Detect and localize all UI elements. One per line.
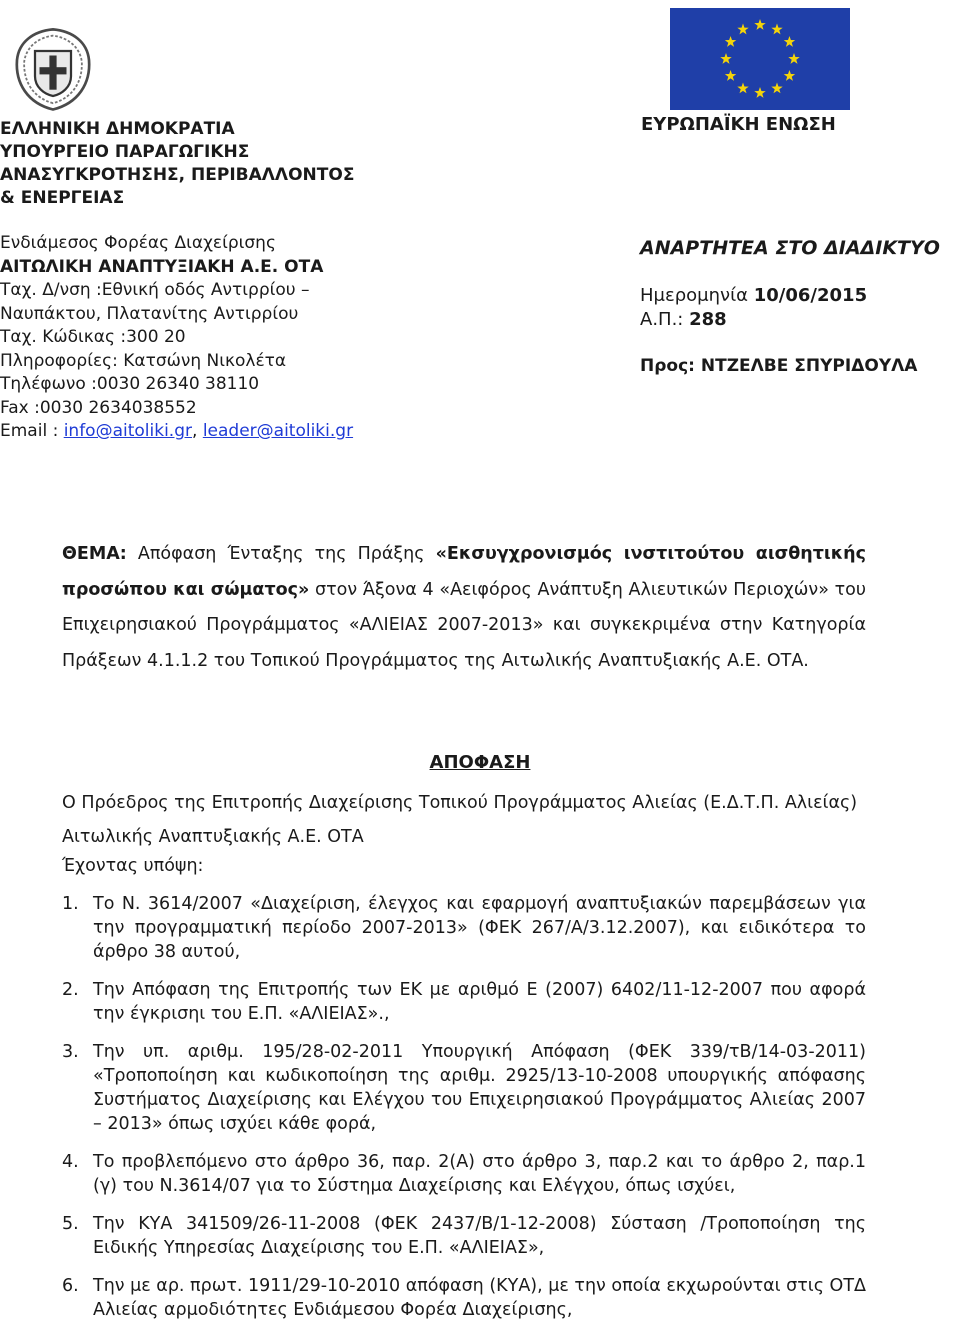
sender-info — [0, 232, 520, 444]
ministry-line: & ΕΝΕΡΓΕΙΑΣ — [0, 188, 125, 208]
postcode: Ταχ. Κώδικας :300 20 — [0, 327, 186, 347]
list-item — [62, 892, 866, 964]
item-number: 6. — [62, 1276, 79, 1296]
recipient: Προς: ΝΤΖΕΛΒΕ ΣΠΥΡΙΔΟΥΛΑ — [640, 356, 918, 376]
item-text: Την ΚΥΑ 341509/26-11-2008 (ΦΕΚ 2437/Β/1-12-2008) Σύσταση /Τροποποίηση της Ειδικής Υπηρεσίας Διαχείρισης του Ε.Π. «ΑΛΙΕΙΑΣ», — [93, 1214, 866, 1258]
email-link-info[interactable]: info@aitoliki.gr — [63, 421, 192, 441]
agency-line: Ενδιάμεσος Φορέας Διαχείρισης — [0, 233, 276, 253]
list-item — [62, 1212, 866, 1260]
item-number: 5. — [62, 1214, 79, 1234]
sender-block — [0, 118, 520, 444]
date-value: 10/06/2015 — [753, 285, 868, 306]
contact-person: Πληροφορίες: Κατσώνη Νικολέτα — [0, 350, 287, 371]
email-separator: , — [192, 421, 203, 441]
list-item — [62, 1150, 866, 1198]
email-link-leader[interactable]: leader@aitoliki.gr — [202, 421, 354, 441]
subject-paragraph — [62, 537, 866, 679]
fax-number: Fax :0030 2634038552 — [0, 397, 197, 418]
item-text: Το προβλεπόμενο στο άρθρο 36, παρ. 2(Α) στο άρθρο 3, παρ.2 και το άρθρο 2, παρ.1 (γ) του Ν.3614/07 για το Σύστημα Διαχείρισης και Ελέγχου, όπως ισχύει, — [93, 1152, 866, 1196]
eu-flag-icon — [670, 8, 850, 110]
item-text: Το Ν. 3614/2007 «Διαχείριση, έλεγχος και εφαρμογή αναπτυξιακών παρεμβάσεων για την προγραμματική περίοδο 2007-2013» (ΦΕΚ 267/Α/3.12.2007), και ειδικότερα το άρθρο 38 αυτού, — [93, 894, 866, 962]
ministry-line: ΥΠΟΥΡΓΕΙΟ ΠΑΡΑΓΩΓΙΚΗΣ — [0, 142, 250, 162]
agency-name: ΑΙΤΩΛΙΚΗ ΑΝΑΠΤΥΞΙΑΚΗ Α.Ε. ΟΤΑ — [0, 256, 324, 277]
president-line: Ο Πρόεδρος της Επιτροπής Διαχείρισης Τοπικού Προγράμματος Αλιείας (Ε.Δ.Τ.Π. Αλιείας) Αιτωλικής Αναπτυξιακής Α.Ε. ΟΤΑ — [62, 793, 858, 847]
ministry-line: ΕΛΛΗΝΙΚΗ ΔΗΜΟΚΡΑΤΙΑ — [0, 119, 235, 139]
protocol-label: Α.Π.: — [640, 309, 690, 330]
subject-project: «Εκσυγχρονισμός ινστιτούτου αισθητικής προσώπου και σώματος» — [62, 544, 866, 600]
item-number: 3. — [62, 1042, 79, 1062]
having-considered: Έχοντας υπόψη: — [62, 856, 204, 876]
protocol-value: 288 — [689, 309, 727, 330]
publish-note: ΑΝΑΡΤΗΤΕΑ ΣΤΟ ΔΙΑΔΙΚΤΥΟ — [640, 237, 940, 259]
address-line: Ναυπάκτου, Πλατανίτης Αντιρρίου — [0, 303, 299, 324]
eu-title: ΕΥΡΩΠΑΪΚΗ ΕΝΩΣΗ — [641, 114, 836, 135]
greek-emblem-icon — [8, 24, 98, 114]
decision-title: ΑΠΟΦΑΣΗ — [429, 752, 531, 773]
subject-text: Απόφαση Ένταξης της Πράξης — [126, 544, 436, 564]
subject-text: στον Άξονα 4 «Αειφόρος Ανάπτυξη Αλιευτικών Περιοχών» του Επιχειρησιακού Προγράμματος «ΑΛΙΕΙΑΣ 2007-2013» και συγκεκριμένα στην Κατηγορία Πράξεων 4.1.1.2 του Τοπικού Προγράμματος της Αιτωλικής Αναπτυξιακής Α.Ε. ΟΤΑ. — [62, 579, 866, 671]
ministry-line: ΑΝΑΣΥΓΚΡΟΤΗΣΗΣ, ΠΕΡΙΒΑΛΛΟΝΤΟΣ — [0, 165, 355, 185]
item-number: 4. — [62, 1152, 79, 1172]
item-number: 1. — [62, 894, 79, 914]
list-item — [62, 1040, 866, 1136]
date-label: Ημερομηνία — [640, 285, 754, 306]
ministry-heading — [0, 118, 520, 210]
item-text: Την υπ. αριθμ. 195/28-02-2011 Υπουργική Απόφαση (ΦΕΚ 339/τΒ/14-03-2011) «Τροποποίηση και κωδικοποίηση της αριθμ. 2925/13-10-2008 υπουργικής απόφασης Συστήματος Διαχείρισης και Ελέγχου του Επιχειρησιακού Προγράμματος Αλιείας 2007 – 2013» όπως ισχύει κάθε φορά, — [93, 1042, 866, 1134]
phone-number: Τηλέφωνο :0030 26340 38110 — [0, 374, 260, 394]
list-item — [62, 978, 866, 1026]
item-text: Την με αρ. πρωτ. 1911/29-10-2010 απόφαση (ΚΥΑ), με την οποία εκχωρούνται στις ΟΤΔ Αλιείας αρμοδιότητες Ενδιάμεσου Φορέα Διαχείρισης, — [93, 1276, 866, 1320]
protocol-line — [640, 309, 727, 330]
item-text: Την Απόφαση της Επιτροπής των ΕΚ με αριθμό Ε (2007) 6402/11-12-2007 που αφορά την έγκρισηι του Ε.Π. «ΑΛΙΕΙΑΣ»., — [93, 980, 866, 1024]
email-line — [0, 420, 520, 444]
subject-label: ΘΕΜΑ: — [62, 544, 127, 564]
address-line: Ταχ. Δ/νση :Εθνική οδός Αντιρρίου – — [0, 280, 310, 300]
list-item — [62, 1274, 866, 1322]
email-label: Email : — [0, 421, 64, 441]
date-line — [640, 285, 867, 306]
considerations-list — [62, 892, 866, 1336]
item-number: 2. — [62, 980, 79, 1000]
